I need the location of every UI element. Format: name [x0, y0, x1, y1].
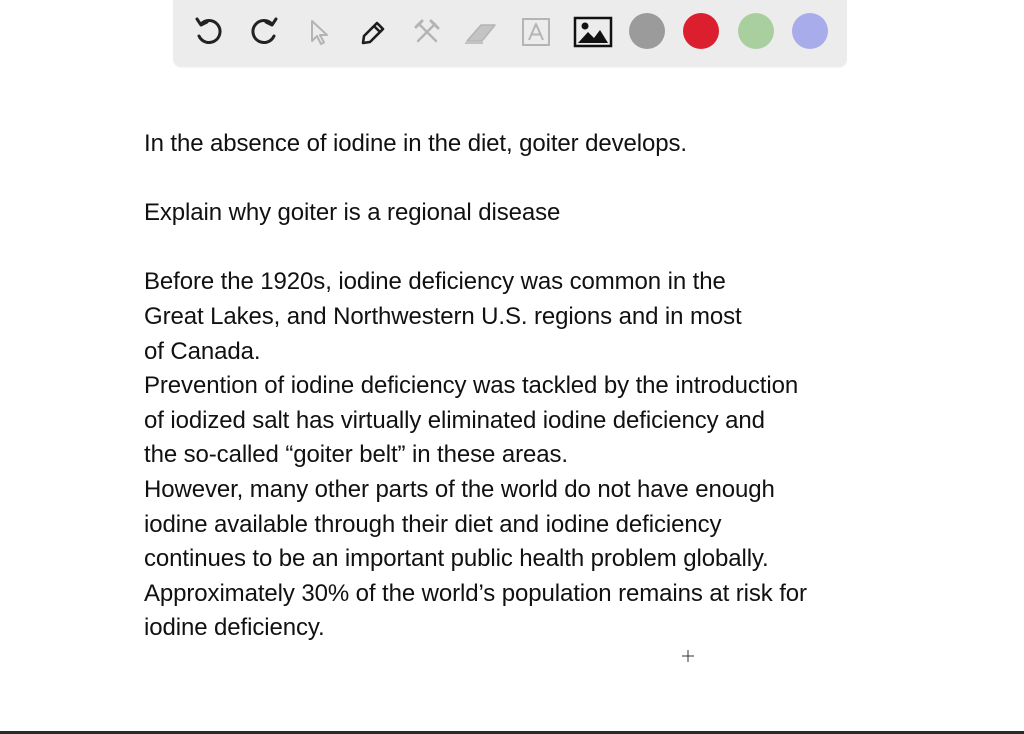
tools-cross-icon — [409, 14, 445, 50]
text-line: iodine deficiency. — [144, 614, 325, 642]
text-line: In the absence of iodine in the diet, goiter develops. — [144, 130, 687, 157]
text-line: Approximately 30% of the world’s population remains at risk for — [144, 579, 807, 607]
pen-button[interactable] — [352, 12, 392, 52]
color-swatch-green[interactable] — [738, 13, 774, 49]
crosshair-cursor-icon — [680, 648, 696, 664]
text-line-blank — [144, 231, 944, 266]
redo-button[interactable] — [244, 12, 284, 52]
undo-icon — [191, 14, 227, 50]
note-text-area[interactable] — [144, 127, 944, 646]
select-button[interactable] — [298, 12, 338, 52]
text-line: Before the 1920s, iodine deficiency was common in the — [144, 268, 726, 296]
color-swatch-gray[interactable] — [629, 13, 665, 49]
image-icon — [573, 14, 613, 50]
text-line: of iodized salt has virtually eliminated iodine deficiency and — [144, 406, 765, 434]
text-line: However, many other parts of the world do not have enough — [144, 475, 775, 503]
pen-icon — [354, 14, 390, 50]
text-line: continues to be an important public health problem globally. — [144, 545, 769, 573]
text-line: the so-called “goiter belt” in these areas. — [144, 441, 568, 469]
tools-button[interactable] — [407, 12, 447, 52]
text-box-icon — [518, 14, 554, 50]
eraser-button[interactable] — [461, 12, 501, 52]
select-pointer-icon — [300, 14, 336, 50]
text-button[interactable] — [516, 12, 556, 52]
text-line-blank — [144, 162, 944, 197]
drawing-toolbar — [173, 0, 847, 67]
text-line: Explain why goiter is a regional disease — [144, 199, 561, 227]
text-line: Great Lakes, and Northwestern U.S. regions and in most — [144, 302, 742, 330]
redo-icon — [246, 14, 282, 50]
color-swatch-red[interactable] — [683, 13, 719, 49]
eraser-icon — [461, 14, 501, 50]
text-line: of Canada. — [144, 337, 261, 365]
text-line: Prevention of iodine deficiency was tackled by the introduction — [144, 372, 799, 400]
color-swatch-lavender[interactable] — [792, 13, 828, 49]
undo-button[interactable] — [189, 12, 229, 52]
text-line: iodine available through their diet and iodine deficiency — [144, 510, 722, 538]
image-button[interactable] — [573, 12, 613, 52]
